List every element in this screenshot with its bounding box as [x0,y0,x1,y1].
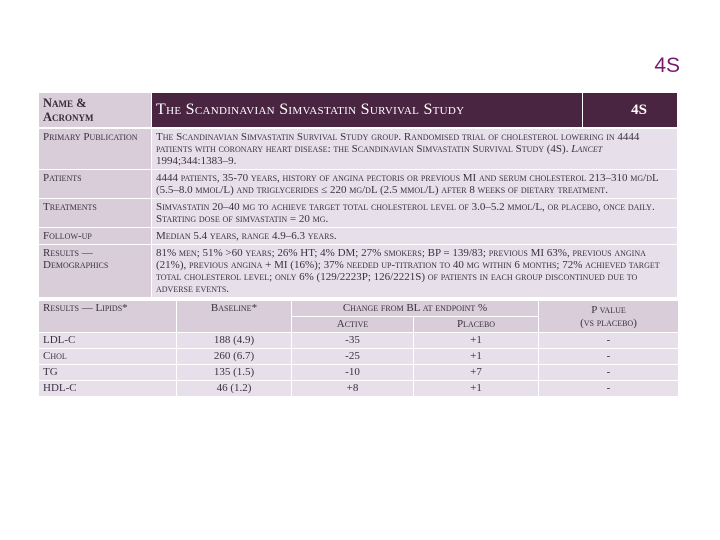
study-info-table [38,128,678,298]
lipids-col-change: Change from BL at endpoint % [292,301,539,317]
lipid-baseline: 135 (1.5) [177,365,292,381]
row-value: The Scandinavian Simvastatin Survival Study group. Randomised trial of cholesterol lowering in 4444 patients with coronary heart disease: the Scandinavian Simvastatin Survival Study (4S). Lancet 1994;344:1383–9. [152,129,678,170]
lipid-active: -10 [292,365,414,381]
lipids-col-label: Results — Lipids* [39,301,177,333]
lipid-active: +8 [292,381,414,397]
lipid-p: - [539,365,679,381]
lipid-p: - [539,349,679,365]
study-header [38,92,678,128]
row-value: 81% men; 51% >60 years; 26% HT; 4% DM; 27% smokers; BP = 139/83; previous MI 63%, previous angina (21%), previous angina + MI (16%); 37% needed up-titration to 40 mg within 6 months; 72% achieved target total cholesterol level; only 6% (129/2223P; 126/2221S) of patients in each group discontinued due to adverse events. [152,245,678,298]
row-value: 4444 patients, 35-70 years, history of angina pectoris or previous MI and serum cholesterol 213–310 mg/dL (5.5–8.0 mmol/L) and triglycerides ≤ 220 mg/dL (2.5 mmol/L) after 8 weeks of dietary treatment. [152,170,678,199]
row-label: Treatments [39,199,152,228]
lipid-placebo: +1 [414,381,539,397]
lipid-name: LDL-C [39,333,177,349]
lipid-baseline: 188 (4.9) [177,333,292,349]
lipid-placebo: +7 [414,365,539,381]
row-value: Median 5.4 years, range 4.9–6.3 years. [152,228,678,245]
name-acronym-label: Name & Acronym [39,93,152,128]
lipid-name: HDL-C [39,381,177,397]
study-title: The Scandinavian Simvastatin Survival Study [152,93,583,128]
table-row [39,365,679,381]
lipid-name: Chol [39,349,177,365]
lipid-name: TG [39,365,177,381]
table-row [39,381,679,397]
lipid-active: -35 [292,333,414,349]
slide-title: 4S [654,54,680,77]
lipids-col-baseline: Baseline* [177,301,292,333]
lipid-active: -25 [292,349,414,365]
lipids-col-placebo: Placebo [414,317,539,333]
lipid-placebo: +1 [414,333,539,349]
row-demographics [39,245,678,298]
study-acronym: 4S [583,93,678,128]
row-treatments [39,199,678,228]
lipids-table [38,300,679,397]
lipid-baseline: 46 (1.2) [177,381,292,397]
row-primary-publication [39,129,678,170]
lipids-col-active: Active [292,317,414,333]
row-follow-up [39,228,678,245]
row-value: Simvastatin 20–40 mg to achieve target total cholesterol level of 3.0–5.2 mmol/L, or placebo, once daily. Starting dose of simvastatin = 20 mg. [152,199,678,228]
row-label: Results — Demographics [39,245,152,298]
lipid-placebo: +1 [414,349,539,365]
row-label: Follow-up [39,228,152,245]
table-row [39,349,679,365]
study-summary-card [38,92,678,397]
row-label: Primary Publication [39,129,152,170]
lipid-p: - [539,381,679,397]
table-row [39,333,679,349]
row-label: Patients [39,170,152,199]
lipids-col-p-value: P value (vs placebo) [539,301,679,333]
lipid-baseline: 260 (6.7) [177,349,292,365]
lipid-p: - [539,333,679,349]
row-patients [39,170,678,199]
